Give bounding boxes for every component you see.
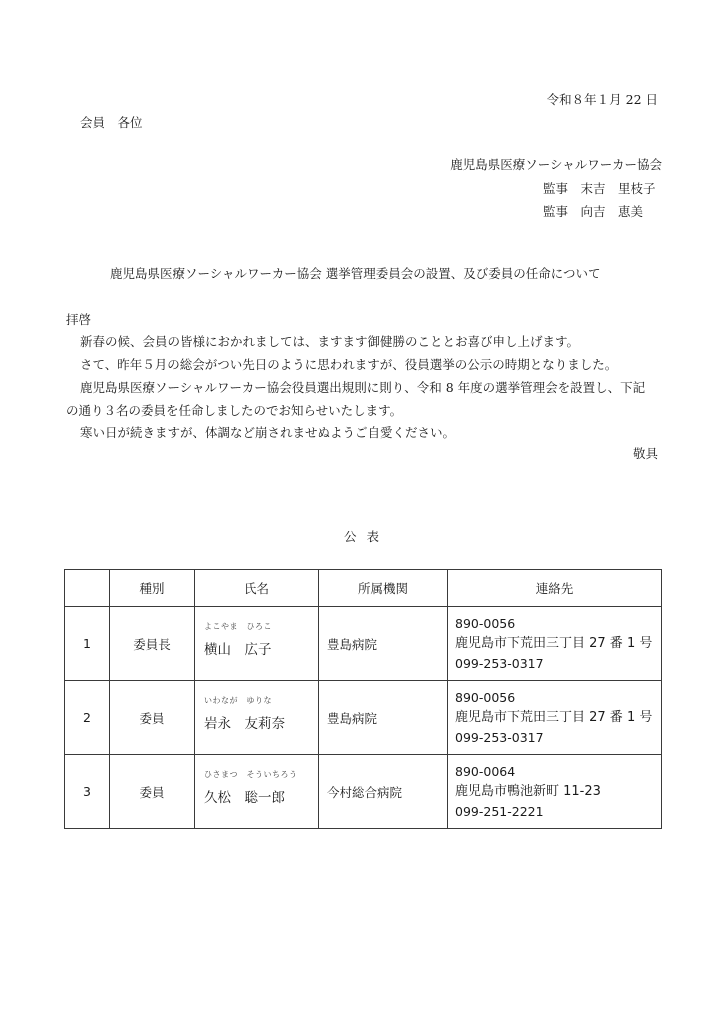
column-header-affiliation: 所属機関 xyxy=(319,570,448,607)
postal-code: 890-0064 xyxy=(455,763,516,779)
addressee: 会員 各位 xyxy=(80,115,143,130)
phone-number: 099-253-0317 xyxy=(455,729,544,745)
row-number: 1 xyxy=(65,607,110,681)
body-paragraph-line: さて、昨年５月の総会がつい先日のように思われますが、役員選挙の公示の時期となりました。 xyxy=(80,357,618,372)
address: 鹿児島市下荒田三丁目 27 番 1 号 xyxy=(455,635,653,651)
member-name-cell xyxy=(195,755,319,829)
table-row xyxy=(65,607,662,681)
member-affiliation: 豊島病院 xyxy=(319,607,448,681)
member-contact-cell xyxy=(448,607,662,681)
member-name-cell xyxy=(195,681,319,755)
table-header-row xyxy=(65,570,662,607)
member-name: 岩永 友莉奈 xyxy=(204,716,285,732)
member-name-cell xyxy=(195,607,319,681)
member-role: 委員 xyxy=(110,755,195,829)
member-role: 委員 xyxy=(110,681,195,755)
member-name-kana: ひさまつ そういちろう xyxy=(204,770,298,779)
body-paragraph-line: 新春の候、会員の皆様におかれましては、ますます御健勝のこととお喜び申し上げます。 xyxy=(80,334,580,349)
table-row xyxy=(65,755,662,829)
letter-date: 令和８年１月 22 日 xyxy=(546,92,658,107)
address: 鹿児島市下荒田三丁目 27 番 1 号 xyxy=(455,709,653,725)
body-paragraph-line: 寒い日が続きますが、体調など崩されませぬようご自愛ください。 xyxy=(80,425,456,440)
member-name-kana: いわなが ゆりな xyxy=(204,696,272,705)
table-row xyxy=(65,681,662,755)
member-contact-cell xyxy=(448,681,662,755)
signer-2: 監事 向吉 恵美 xyxy=(543,204,644,219)
column-header-name: 氏名 xyxy=(195,570,319,607)
row-number: 2 xyxy=(65,681,110,755)
postal-code: 890-0056 xyxy=(455,615,516,631)
member-role: 委員長 xyxy=(110,607,195,681)
column-header-contact: 連絡先 xyxy=(448,570,662,607)
member-contact-cell xyxy=(448,755,662,829)
member-name: 横山 広子 xyxy=(204,642,272,658)
column-header-number xyxy=(65,570,110,607)
member-name-kana: よこやま ひろこ xyxy=(204,622,272,631)
body-paragraph-line: 鹿児島県医療ソーシャルワーカー協会役員選出規則に則り、令和 8 年度の選挙管理会を設置し、下記 xyxy=(80,380,646,395)
letter-subject: 鹿児島県医療ソーシャルワーカー協会 選挙管理委員会の設置、及び委員の任命について xyxy=(110,266,601,281)
member-name: 久松 聡一郎 xyxy=(204,790,285,806)
address: 鹿児島市鴨池新町 11-23 xyxy=(455,783,601,799)
opening-salutation: 拝啓 xyxy=(66,312,92,327)
closing-salutation: 敬具 xyxy=(632,446,658,461)
sender-organization: 鹿児島県医療ソーシャルワーカー協会 xyxy=(450,157,662,172)
postal-code: 890-0056 xyxy=(455,689,516,705)
row-number: 3 xyxy=(65,755,110,829)
body-paragraph-line: の通り３名の委員を任命しましたのでお知らせいたします。 xyxy=(66,403,403,418)
signer-1: 監事 末吉 里枝子 xyxy=(543,181,656,196)
announcement-title: 公表 xyxy=(344,529,390,544)
column-header-type: 種別 xyxy=(110,570,195,607)
member-affiliation: 豊島病院 xyxy=(319,681,448,755)
phone-number: 099-253-0317 xyxy=(455,655,544,671)
member-affiliation: 今村総合病院 xyxy=(319,755,448,829)
phone-number: 099-251-2221 xyxy=(455,803,544,819)
committee-members-table xyxy=(64,569,662,829)
